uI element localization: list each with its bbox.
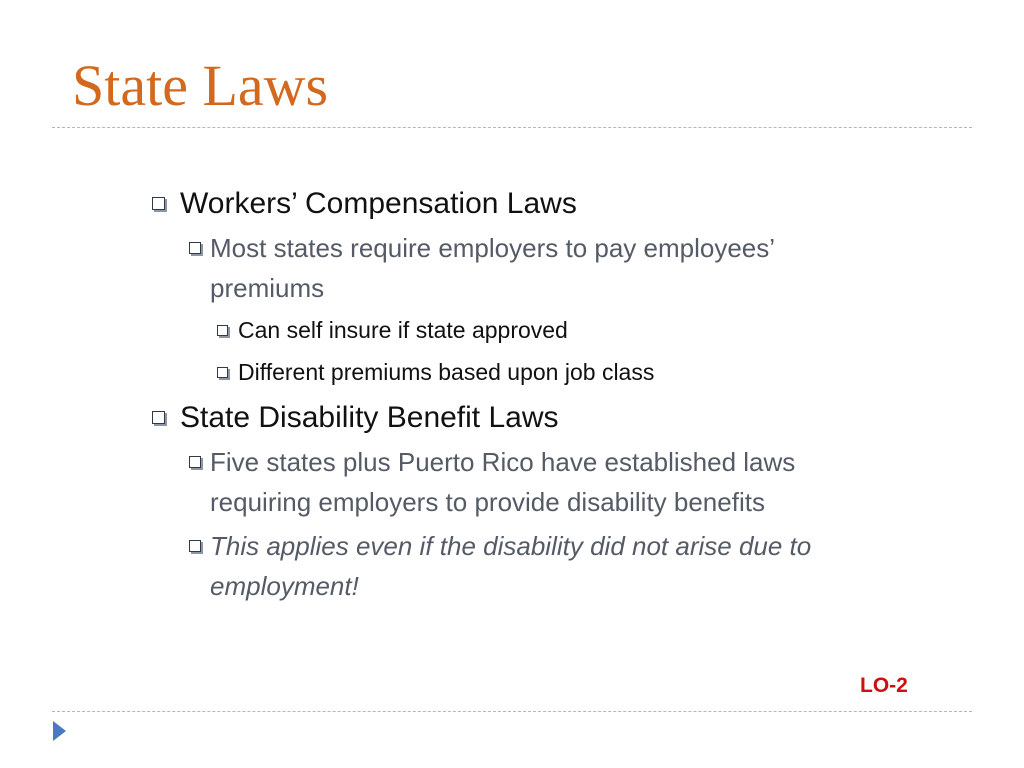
checkbox-bullet-icon	[189, 456, 201, 468]
bullet-five-states	[187, 442, 890, 522]
footer-divider	[52, 711, 972, 712]
bullet-different-premiums	[215, 354, 890, 390]
bullet-text: Can self insure if state approved	[238, 317, 568, 343]
bullet-applies-even-if	[187, 526, 890, 606]
checkbox-bullet-icon	[152, 197, 165, 210]
checkbox-bullet-icon	[152, 411, 165, 424]
checkbox-bullet-icon	[189, 242, 201, 254]
learning-objective-tag: LO-2	[860, 674, 908, 697]
bullet-text: Different premiums based upon job class	[238, 359, 655, 385]
bullet-employers-pay-premiums	[187, 228, 890, 308]
checkbox-bullet-icon	[217, 325, 228, 336]
bullet-text: State Disability Benefit Laws	[180, 401, 559, 434]
bullet-list	[150, 182, 890, 610]
bullet-text: Five states plus Puerto Rico have established laws requiring employers to provide disability benefits	[210, 447, 796, 517]
title-divider	[52, 127, 972, 128]
checkbox-bullet-icon	[217, 367, 228, 378]
bullet-text: Workers’ Compensation Laws	[180, 187, 577, 220]
slide-title: State Laws	[72, 53, 329, 118]
bullet-state-disability	[150, 396, 890, 440]
bullet-workers-compensation	[150, 182, 890, 226]
checkbox-bullet-icon	[189, 540, 201, 552]
bullet-text: This applies even if the disability did not arise due to employment!	[210, 531, 812, 601]
play-arrow-icon[interactable]	[53, 721, 66, 741]
bullet-self-insure	[215, 312, 890, 348]
bullet-text: Most states require employers to pay employees’ premiums	[210, 233, 775, 303]
